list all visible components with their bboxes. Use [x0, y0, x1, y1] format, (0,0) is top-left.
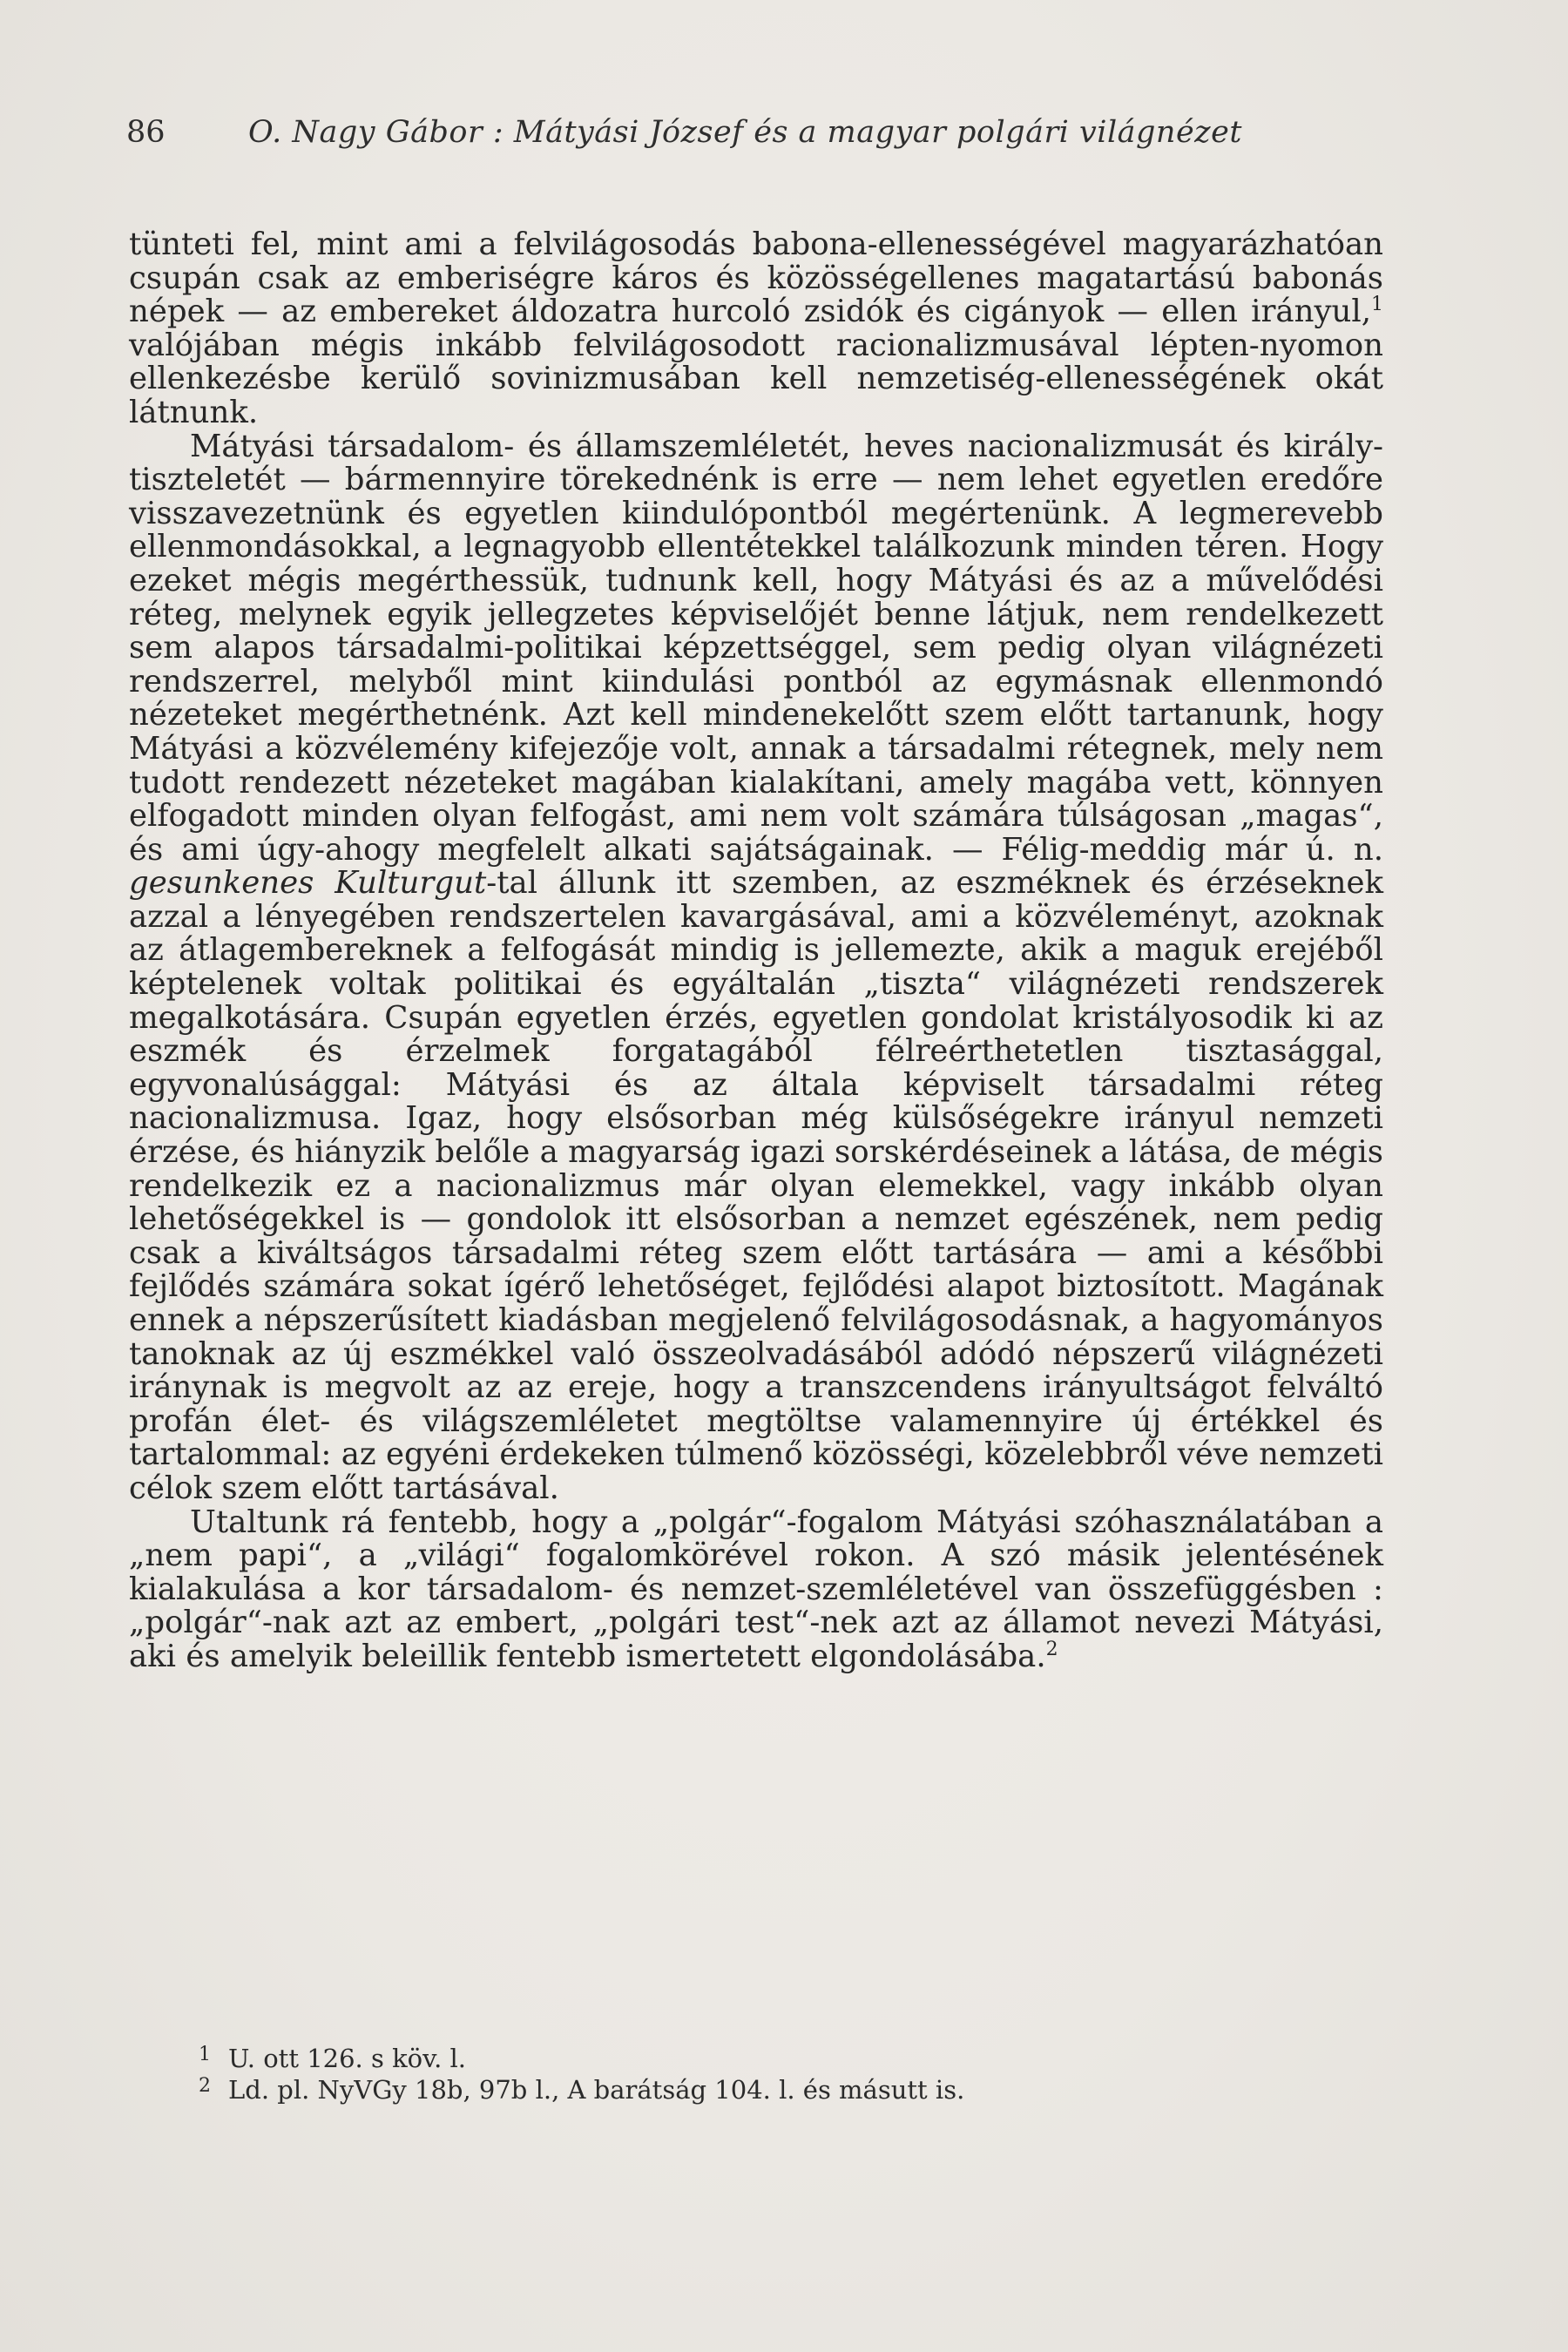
footnote-2	[199, 2074, 1331, 2105]
paragraph-1: tünteti fel, mint ami a felvilágosodás babona-ellenességével magyarázhatóan csupán csak az emberiségre káros és közösségellenes magatartású babonás népek — az embereket áldozatra hurcoló zsidók és cigányok — ellen irányul,$^1$ valójában mégis inkább felvilágosodott racionalizmusával lépten-nyomon ellenkezésbe kerülő sovinizmusában kell nemzetiség-ellenességének okát látnunk.	[129, 226, 1383, 430]
footnote-text: U. ott 126. s köv. l.	[228, 2044, 466, 2073]
running-head-title: O. Nagy Gábor : Mátyási József és a magyar polgári világnézet	[248, 115, 1242, 150]
paragraph-2: Mátyási társadalom- és államszemléletét, heves nacionalizmusát és király-tiszteletét — bármennyire törekednénk is erre — nem lehet egyetlen eredőre visszavezetnünk és egyetlen kiindulópontból megértenünk. A legmerevebb ellenmondásokkal, a legnagyobb ellentétekkel találkozunk minden téren. Hogy ezeket mégis megérthessük, tudnunk kell, hogy Mátyási és az a művelődési réteg, melynek egyik jellegzetes képviselőjét benne látjuk, nem rendelkezett sem alapos társadalmi-politikai képzettséggel, sem pedig olyan világnézeti rendszerrel, melyből mint kiindulási pontból az egymásnak ellenmondó nézeteket megérthetnénk. Azt kell mindenekelőtt szem előtt tartanunk, hogy Mátyási a közvélemény kifejezője volt, annak a társadalmi rétegnek, mely nem tudott rendezett nézeteket magában kialakítani, amely magába vett, könnyen elfogadott minden olyan felfogást, ami nem volt számára túlságosan „magas“, és ami úgy-ahogy megfelelt alkati sajátságainak. — Félig-meddig már ú. n. gesunkenes Kulturgut-tal állunk itt szemben, az eszméknek és érzéseknek azzal a lényegében rendszertelen kavargásával, ami a közvéleményt, azoknak az átlagembereknek a felfogását mindig is jellemezte, akik a maguk erejéből képtelenek voltak politikai és egyáltalán „tiszta“ világnézeti rendszerek megalkotására. Csupán egyetlen érzés, egyetlen gondolat kristályosodik ki az eszmék és érzelmek forgatagából félreérthetetlen tisztasággal, egyvonalúsággal: Mátyási és az általa képviselt társadalmi réteg nacionalizmusa. Igaz, hogy elsősorban még külsőségekre irányul nemzeti érzése, és hiányzik belőle a magyarság igazi sorskérdéseinek a látása, de mégis rendelkezik ez a nacionalizmus már olyan elemekkel, vagy inkább olyan lehetőségekkel is — gondolok itt elsősorban a nemzet egészének, nem pedig csak a kiváltságos társadalmi réteg szem előtt tartására — ami a későbbi fejlődés számára sokat ígérő lehetőséget, fejlődési alapot biztosított. Magának ennek a népszerűsített kiadásban megjelenő felvilágosodásnak, a hagyományos tanoknak az új eszmékkel való összeolvadásából adódó népszerű világnézeti iránynak is megvolt az az ereje, hogy a transzcendens irányultságot felváltó profán élet- és világszemléletet megtöltse valamennyire új értékkel és tartalommal: az egyéni érdekeken túlmenő közösségi, közelebbről véve nemzeti célok szem előtt tartásával.	[129, 428, 1383, 1506]
italic-term: gesunkenes Kulturgut	[129, 865, 487, 902]
page-number: 86	[126, 115, 166, 150]
footnote-ref-2[interactable]: 2	[1045, 1639, 1058, 1661]
footnote-text: Ld. pl. NyVGy 18b, 97b l., A barátság 104. l. és másutt is.	[228, 2075, 965, 2105]
running-head	[126, 113, 1398, 152]
body-text	[129, 228, 1383, 1674]
footnote-ref-1[interactable]: 1	[1371, 294, 1383, 316]
footnote-mark: 2	[199, 2075, 211, 2097]
footnotes	[199, 2043, 1331, 2105]
paragraph-3: Utaltunk rá fentebb, hogy a „polgár“-fogalom Mátyási szóhasználatában a „nem papi“, a „világi“ fogalomkörével rokon. A szó másik jelentésének kialakulása a kor társadalom- és nemzet-szemléletével van összefüggésben : „polgár“-nak azt az embert, „polgári test“-nek azt az államot nevezi Mátyási, aki és amelyik beleillik fentebb ismertetett elgondolásába.$^2$	[129, 1504, 1383, 1674]
footnote-1	[199, 2043, 1331, 2074]
footnote-mark: 1	[199, 2044, 211, 2065]
